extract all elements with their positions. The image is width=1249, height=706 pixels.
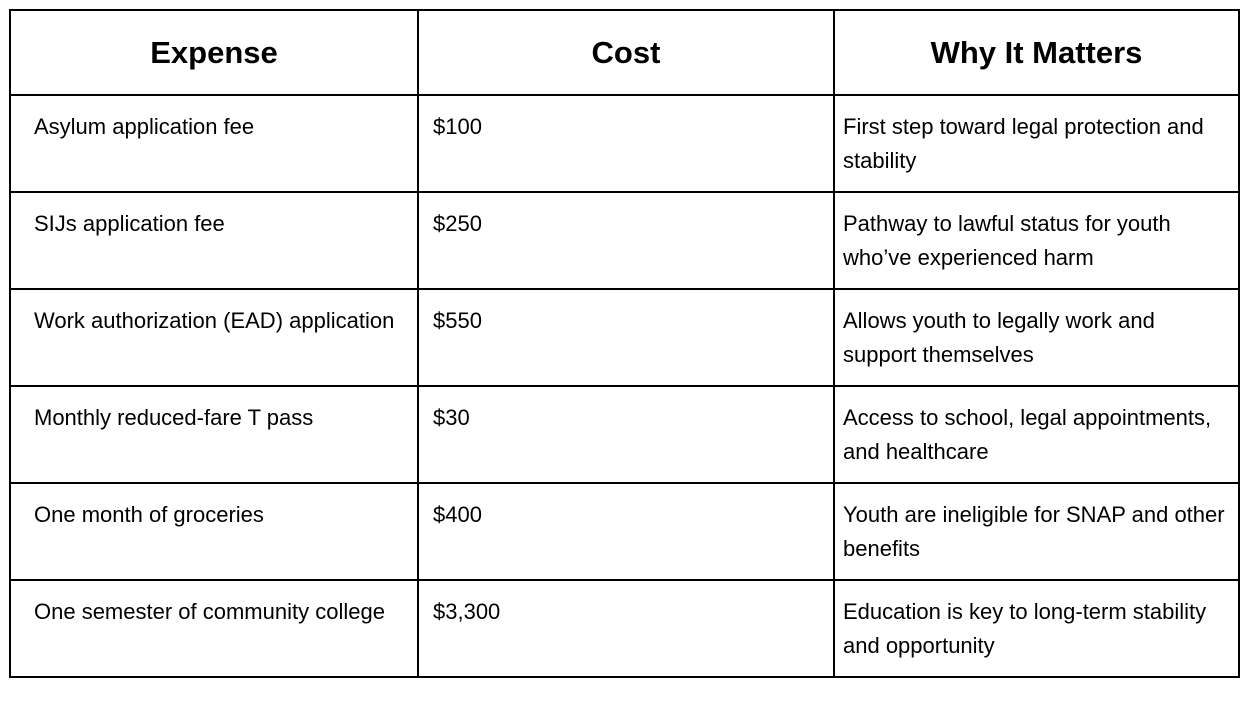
header-row: [10, 10, 1239, 95]
table-body: [10, 95, 1239, 677]
why-cell: Pathway to lawful status for youth who’ve experienced harm: [834, 192, 1239, 289]
cost-cell: $30: [418, 386, 834, 483]
expense-cell: SIJs application fee: [10, 192, 418, 289]
why-cell: Youth are ineligible for SNAP and other benefits: [834, 483, 1239, 580]
cost-cell: $3,300: [418, 580, 834, 677]
cost-cell: $400: [418, 483, 834, 580]
why-cell: Allows youth to legally work and support themselves: [834, 289, 1239, 386]
expense-table: [9, 9, 1240, 678]
header-cost: Cost: [418, 10, 834, 95]
table-row: [10, 289, 1239, 386]
why-cell: Education is key to long-term stability and opportunity: [834, 580, 1239, 677]
header-expense: Expense: [10, 10, 418, 95]
why-cell: First step toward legal protection and stability: [834, 95, 1239, 192]
expense-cell: Monthly reduced-fare T pass: [10, 386, 418, 483]
table-row: [10, 95, 1239, 192]
cost-cell: $250: [418, 192, 834, 289]
table-row: [10, 386, 1239, 483]
table-header: [10, 10, 1239, 95]
table-row: [10, 580, 1239, 677]
expense-cell: Work authorization (EAD) application: [10, 289, 418, 386]
expense-cell: Asylum application fee: [10, 95, 418, 192]
table-row: [10, 483, 1239, 580]
expense-cell: One semester of community college: [10, 580, 418, 677]
cost-cell: $550: [418, 289, 834, 386]
expense-cell: One month of groceries: [10, 483, 418, 580]
cost-cell: $100: [418, 95, 834, 192]
header-why-it-matters: Why It Matters: [834, 10, 1239, 95]
why-cell: Access to school, legal appointments, and healthcare: [834, 386, 1239, 483]
table-row: [10, 192, 1239, 289]
